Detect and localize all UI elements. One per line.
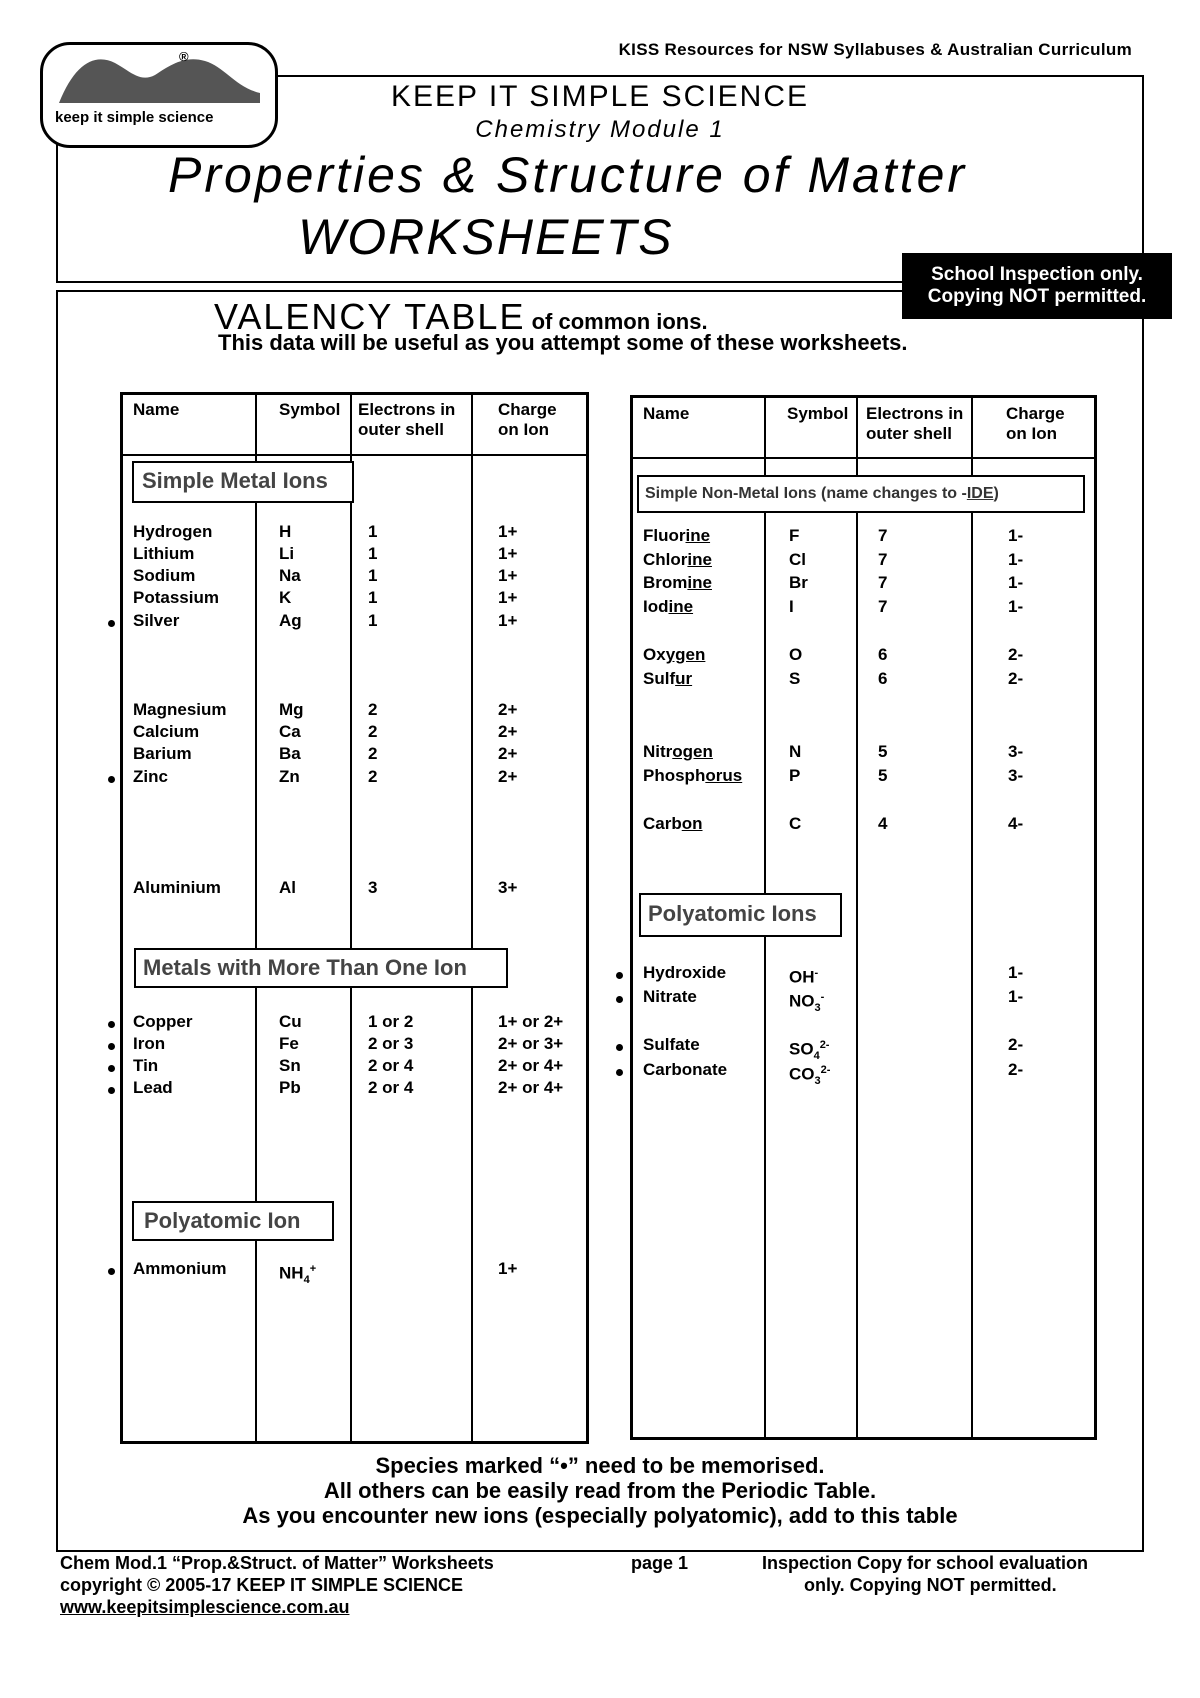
footer-website-link[interactable]: www.keepitsimplescience.com.au (60, 1597, 350, 1617)
ion-symbol (789, 963, 818, 988)
ion-name (643, 766, 742, 786)
ion-symbol (789, 573, 808, 593)
ion-symbol (279, 588, 291, 608)
ion-electrons: 4 (878, 814, 888, 833)
ion-name: Calcium (133, 722, 200, 741)
ion-name: Magnesium (133, 700, 227, 719)
ion-charge: 1- (1008, 526, 1024, 545)
logo-caption: keep it simple science (55, 109, 214, 126)
ion-name-stem: Ox (643, 645, 666, 664)
note-add-ions: As you encounter new ions (especially polyatomic), add to this table (242, 1503, 958, 1528)
symbol-superscript: + (309, 1263, 317, 1275)
memorise-bullet-icon (616, 996, 623, 1003)
header-charge-line1: Charge (1006, 404, 1065, 423)
symbol-base: P (789, 766, 801, 785)
right-header-charge (1006, 404, 1065, 444)
header-electrons-line2: outer shell (358, 420, 444, 439)
ion-electrons: 2 (368, 744, 378, 763)
symbol-subscript: 3 (814, 1075, 821, 1088)
ion-name (643, 645, 705, 665)
left-header-rule (120, 454, 589, 456)
footer-inspection-2: only. Copying NOT permitted. (804, 1575, 1057, 1595)
ion-charge: 4- (1008, 814, 1024, 833)
ion-name: Sodium (133, 566, 196, 585)
ion-symbol (279, 1078, 301, 1098)
header-charge-line2: on Ion (498, 420, 549, 439)
right-header-name: Name (643, 404, 690, 423)
memorise-bullet-icon (108, 1065, 115, 1072)
ion-charge: 2+ or 4+ (498, 1056, 564, 1075)
ion-name-stem: Chlor (643, 550, 688, 569)
series-title: KEEP IT SIMPLE SCIENCE (390, 80, 810, 113)
header-electrons-line2: outer shell (866, 424, 952, 443)
symbol-superscript: 2- (819, 1039, 830, 1051)
ion-charge: 1+ or 2+ (498, 1012, 564, 1031)
ion-electrons: 2 (368, 722, 378, 741)
ion-electrons: 5 (878, 742, 888, 761)
ion-symbol (279, 722, 301, 742)
header-electrons-line1: Electrons in (358, 400, 456, 419)
inspection-stamp (902, 253, 1172, 319)
left-header-charge (498, 400, 557, 440)
ion-charge: 1- (1008, 573, 1024, 592)
nonmetal-label: Simple Non-Metal Ions (name changes to - (645, 485, 967, 502)
symbol-base: N (789, 742, 802, 761)
ion-name-stem: Nitrate (643, 987, 697, 1006)
ion-symbol (279, 1034, 299, 1054)
ion-symbol (279, 566, 301, 586)
symbol-subscript: 4 (813, 1050, 820, 1063)
ion-name-suffix: orus (705, 766, 743, 785)
ion-symbol (279, 1012, 302, 1032)
symbol-base: Al (279, 878, 296, 897)
ion-symbol (789, 987, 824, 1018)
ion-symbol (789, 645, 802, 665)
section-polyatomic-ions: Polyatomic Ions (639, 893, 842, 937)
ion-charge: 2- (1008, 645, 1024, 664)
ion-name (643, 742, 713, 762)
symbol-base: Ba (279, 744, 301, 763)
ion-electrons: 3 (368, 878, 378, 897)
memorise-bullet-icon (108, 1087, 115, 1094)
ion-symbol (789, 550, 806, 570)
ion-symbol (789, 814, 801, 834)
symbol-base: Li (279, 544, 295, 563)
ion-name (643, 1035, 700, 1055)
symbol-base: C (789, 814, 802, 833)
ion-symbol (789, 526, 799, 546)
memorise-bullet-icon (616, 972, 623, 979)
note-periodic-table: All others can be easily read from the Periodic Table. (323, 1478, 877, 1503)
symbol-base: H (279, 522, 292, 541)
ion-charge: 2+ (498, 722, 518, 741)
ion-name: Silver (133, 611, 180, 630)
ion-electrons: 6 (878, 645, 888, 664)
left-col-divider (471, 392, 473, 1444)
right-header-electrons (866, 404, 963, 444)
registered-mark: ® (179, 49, 189, 64)
ion-name (643, 597, 693, 617)
ion-name: Ammonium (133, 1259, 227, 1278)
ion-name-suffix: ine (687, 573, 712, 592)
ion-name-suffix: ine (685, 526, 711, 545)
valency-subtitle: This data will be useful as you attempt some of these worksheets. (218, 330, 908, 355)
footer-module: Chem Mod.1 “Prop.&Struct. of Matter” Worksheets (60, 1553, 494, 1573)
symbol-base: Na (279, 566, 301, 585)
ion-name-suffix: ine (687, 550, 712, 569)
ion-name (643, 550, 712, 570)
ion-name (643, 1060, 727, 1080)
symbol-base: OH (789, 967, 815, 987)
header-electrons-line1: Electrons in (866, 404, 964, 423)
ion-name-stem: Fluor (643, 526, 686, 545)
ion-name-stem: Iod (643, 597, 669, 616)
ion-symbol (279, 744, 301, 764)
ion-electrons: 2 (368, 700, 378, 719)
ion-charge: 3- (1008, 742, 1024, 761)
symbol-base: CO (789, 1064, 815, 1084)
section-simple-metal-ions: Simple Metal Ions (132, 461, 354, 503)
ion-name: Potassium (133, 588, 219, 607)
ion-name-suffix: ogen (672, 742, 713, 761)
ion-name-suffix: ine (668, 597, 694, 616)
symbol-base: I (789, 597, 794, 616)
symbol-subscript: 4 (303, 1274, 310, 1287)
ion-charge: 2+ or 3+ (498, 1034, 564, 1053)
symbol-base: S (789, 669, 801, 688)
symbol-base: Sn (279, 1056, 301, 1075)
ion-symbol (789, 742, 801, 762)
ion-symbol (279, 878, 296, 898)
memorise-bullet-icon (108, 1043, 115, 1050)
symbol-base: O (789, 645, 803, 664)
memorise-bullet-icon (616, 1044, 623, 1051)
symbol-base: Pb (279, 1078, 301, 1097)
ion-name-suffix: ur (675, 669, 693, 688)
header-charge-line1: Charge (498, 400, 557, 419)
ion-electrons: 2 or 4 (368, 1056, 414, 1075)
symbol-superscript: 2- (820, 1064, 831, 1076)
ion-name (643, 526, 710, 546)
ion-electrons: 1 (368, 588, 378, 607)
section-metals-more-than-one-ion: Metals with More Than One Ion (134, 948, 508, 988)
ion-charge: 2+ or 4+ (498, 1078, 564, 1097)
ion-symbol (789, 766, 800, 786)
left-header-symbol: Symbol (279, 400, 341, 419)
ion-symbol (279, 544, 294, 564)
ion-electrons: 1 (368, 566, 378, 585)
ion-name-stem: Carbonate (643, 1060, 728, 1079)
left-col-divider (350, 392, 352, 1444)
ion-name: Hydrogen (133, 522, 213, 541)
nonmetal-ide: IDE (966, 485, 994, 502)
page-title: Properties & Structure of Matter (168, 147, 968, 203)
ion-electrons: 7 (878, 550, 888, 569)
ion-name: Aluminium (133, 878, 221, 897)
ion-electrons: 2 or 3 (368, 1034, 414, 1053)
ion-name-stem: Sulf (643, 669, 676, 688)
header-charge-line2: on Ion (1006, 424, 1057, 443)
ion-name: Zinc (133, 767, 168, 786)
ion-name-suffix: ygen (665, 645, 706, 664)
ion-charge: 2- (1008, 1060, 1024, 1079)
right-header-symbol: Symbol (787, 404, 849, 423)
symbol-base: Cu (279, 1012, 302, 1031)
ion-electrons: 7 (878, 597, 888, 616)
ion-name-stem: Carb (643, 814, 682, 833)
symbol-superscript: - (820, 991, 825, 1003)
ion-charge: 2+ (498, 744, 518, 763)
memorise-bullet-icon (108, 1021, 115, 1028)
ion-electrons: 2 (368, 767, 378, 786)
ion-electrons: 1 (368, 544, 378, 563)
symbol-base: K (279, 588, 292, 607)
memorise-bullet-icon (108, 620, 115, 627)
symbol-base: F (789, 526, 800, 545)
symbol-base: Zn (279, 767, 300, 786)
ion-charge: 1+ (498, 522, 518, 541)
ion-charge: 1+ (498, 566, 518, 585)
symbol-base: NO (789, 991, 815, 1011)
symbol-superscript: - (814, 967, 819, 979)
ion-symbol (279, 700, 304, 720)
ion-symbol (789, 669, 800, 689)
ion-charge: 2+ (498, 700, 518, 719)
ion-symbol (279, 767, 300, 787)
ion-name-stem: Sulfate (643, 1035, 700, 1054)
ion-name-stem: Hydroxide (643, 963, 727, 982)
section-polyatomic-ion: Polyatomic Ion (132, 1201, 334, 1241)
ion-name (643, 573, 712, 593)
memorise-bullet-icon (108, 776, 115, 783)
symbol-base: SO (789, 1039, 814, 1059)
ion-charge: 2+ (498, 767, 518, 786)
worksheets-title: WORKSHEETS (298, 209, 674, 265)
ion-charge: 1- (1008, 987, 1024, 1006)
section-simple-nonmetal-ions (637, 475, 1085, 513)
ion-symbol (789, 597, 794, 617)
module-title: Chemistry Module 1 (475, 116, 725, 143)
ion-charge: 1- (1008, 597, 1024, 616)
ion-name (643, 963, 726, 983)
stamp-line-1: School Inspection only. (931, 264, 1143, 285)
symbol-base: Ag (279, 611, 302, 630)
ion-name-stem: Nitr (643, 742, 673, 761)
ion-charge: 1+ (498, 611, 518, 630)
ion-charge: 3- (1008, 766, 1024, 785)
ion-charge: 1- (1008, 963, 1024, 982)
ion-symbol (279, 611, 302, 631)
right-col-divider (971, 395, 973, 1440)
nonmetal-label-end: ) (993, 485, 999, 502)
right-col-divider (856, 395, 858, 1440)
ion-symbol (279, 522, 291, 542)
ion-charge: 3+ (498, 878, 518, 897)
ion-symbol (789, 1060, 830, 1091)
ion-electrons: 1 (368, 522, 378, 541)
symbol-base: Fe (279, 1034, 299, 1053)
symbol-base: NH (279, 1263, 304, 1283)
ion-electrons: 2 or 4 (368, 1078, 414, 1097)
symbol-base: Br (789, 573, 808, 592)
ion-symbol (279, 1259, 316, 1290)
ion-name: Lead (133, 1078, 173, 1097)
right-header-rule (630, 457, 1097, 459)
ion-electrons: 7 (878, 526, 888, 545)
ion-name: Lithium (133, 544, 195, 563)
ion-symbol (279, 1056, 301, 1076)
ion-charge: 1+ (498, 544, 518, 563)
ion-charge: 1+ (498, 1259, 518, 1278)
ion-charge: 2- (1008, 669, 1024, 688)
ion-electrons: 5 (878, 766, 888, 785)
ion-electrons: 7 (878, 573, 888, 592)
note-memorise: Species marked “•” need to be memorised. (375, 1453, 825, 1478)
symbol-subscript: 3 (814, 1002, 821, 1015)
ion-electrons: 6 (878, 669, 888, 688)
left-header-name: Name (133, 400, 180, 419)
resource-header: KISS Resources for NSW Syllabuses & Australian Curriculum (618, 40, 1132, 59)
memorise-bullet-icon (616, 1069, 623, 1076)
ion-name: Tin (133, 1056, 159, 1075)
ion-name: Copper (133, 1012, 193, 1031)
ion-name (643, 814, 703, 834)
symbol-base: Ca (279, 722, 301, 741)
ion-electrons: 1 or 2 (368, 1012, 414, 1031)
ion-name: Iron (133, 1034, 166, 1053)
valency-title-main: VALENCY TABLE (214, 296, 526, 337)
symbol-base: Mg (279, 700, 304, 719)
footer-copyright: copyright © 2005-17 KEEP IT SIMPLE SCIENCE (60, 1575, 464, 1595)
ion-name (643, 669, 692, 689)
ion-charge: 1- (1008, 550, 1024, 569)
footer-page-number: page 1 (631, 1553, 689, 1573)
left-col-divider (255, 392, 257, 1444)
ion-charge: 2- (1008, 1035, 1024, 1054)
ion-name-suffix: on (681, 814, 703, 833)
ion-name-stem: Brom (643, 573, 688, 592)
ion-charge: 1+ (498, 588, 518, 607)
ion-name-stem: Phosph (643, 766, 706, 785)
ion-electrons: 1 (368, 611, 378, 630)
valency-title-small: of common ions. (525, 309, 708, 334)
memorise-bullet-icon (108, 1268, 115, 1275)
stamp-line-2: Copying NOT permitted. (927, 286, 1147, 307)
ion-name: Barium (133, 744, 192, 763)
footer-inspection-1: Inspection Copy for school evaluation (762, 1553, 1089, 1573)
ion-name (643, 987, 697, 1007)
symbol-base: Cl (789, 550, 806, 569)
left-header-electrons (358, 400, 455, 440)
